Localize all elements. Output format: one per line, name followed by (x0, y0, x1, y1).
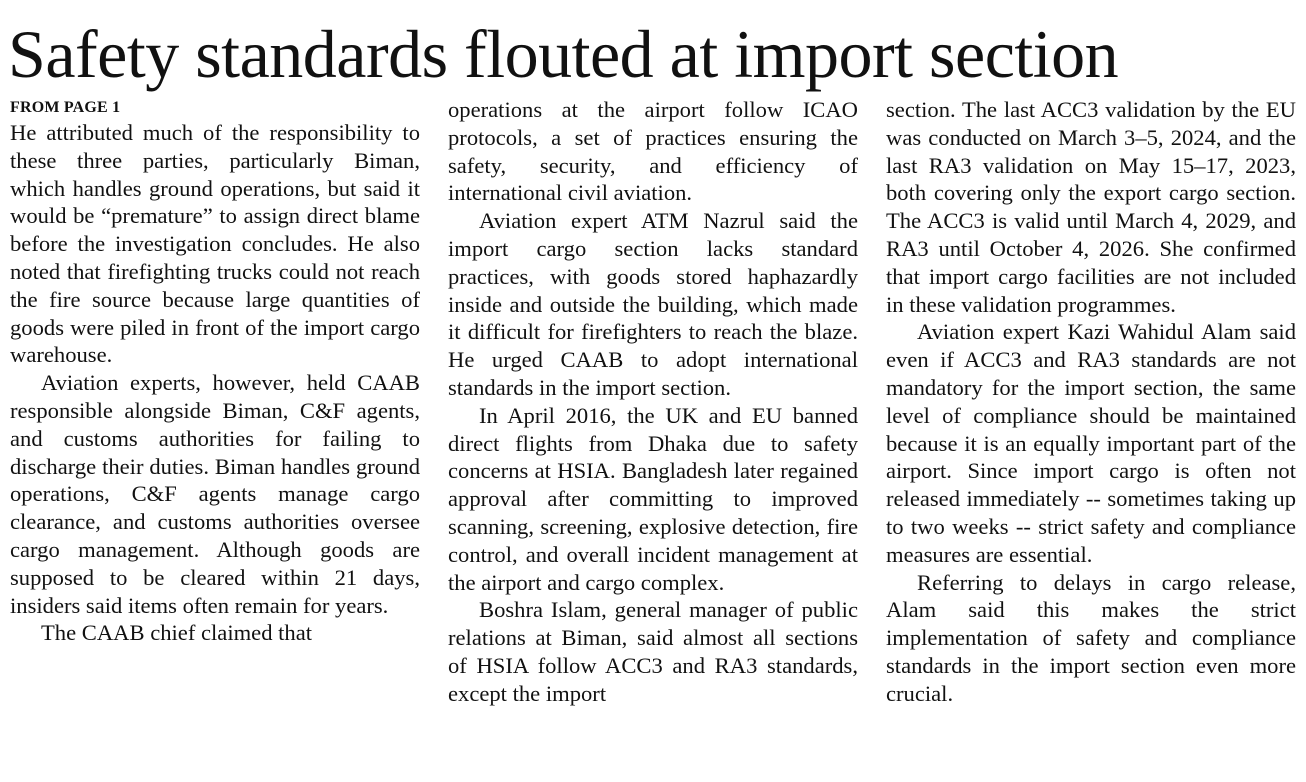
paragraph: Referring to delays in cargo release, Alam said this makes the strict implementation of safety and compliance standards in the import section even more crucial. (886, 569, 1296, 706)
article-column-3 (886, 96, 1296, 776)
article-column-1 (10, 97, 420, 777)
article-column-2 (448, 96, 858, 776)
headline: Safety standards flouted at import section (8, 16, 1119, 92)
paragraph: He attributed much of the responsibility to these three parties, particularly Biman, which handles ground operations, but said it would be “premature” to assign direct blame before the investigation concludes. He also noted that firefighting trucks could not reach the fire source because large quantities of goods were piled in front of the import cargo warehouse. (10, 120, 420, 368)
paragraph: Aviation expert ATM Nazrul said the import cargo section lacks standard practices, with goods stored haphazardly inside and outside the building, which made it difficult for firefighters to reach the blaze. He urged CAAB to adopt international standards in the import section. (448, 208, 858, 400)
paragraph: In April 2016, the UK and EU banned direct flights from Dhaka due to safety concerns at HSIA. Bangladesh later regained approval after committing to improved scanning, screening, explosive detection, fire control, and overall incident management at the airport and cargo complex. (448, 402, 858, 595)
paragraph: The CAAB chief claimed that (41, 620, 313, 646)
paragraph: operations at the airport follow ICAO protocols, a set of practices ensuring the safety, security, and efficiency of international civil aviation. (448, 97, 858, 206)
paragraph: Aviation expert Kazi Wahidul Alam said even if ACC3 and RA3 standards are not mandatory for the import section, the same level of compliance should be maintained because it is an equally important part of the airport. Since import cargo is often not released immediately -- sometimes taking up to two weeks -- strict safety and compliance measures are essential. (886, 319, 1296, 567)
continuation-kicker: FROM PAGE 1 (10, 99, 121, 116)
paragraph: section. The last ACC3 validation by the EU was conducted on March 3–5, 2024, and the last RA3 validation on May 15–17, 2023, both covering only the export cargo section. The ACC3 is valid until March 4, 2029, and RA3 until October 4, 2026. She confirmed that import cargo facilities are not included in these validation programmes. (886, 97, 1296, 317)
paragraph: Aviation experts, however, held CAAB responsible alongside Biman, C&F agents, and customs authorities for failing to discharge their duties. Biman handles ground operations, C&F agents manage cargo clearance, and customs authorities oversee cargo management. Although goods are supposed to be cleared within 21 days, insiders said items often remain for years. (10, 370, 420, 618)
paragraph: Boshra Islam, general manager of public relations at Biman, said almost all sections of HSIA follow ACC3 and RA3 standards, except the import (448, 597, 858, 706)
